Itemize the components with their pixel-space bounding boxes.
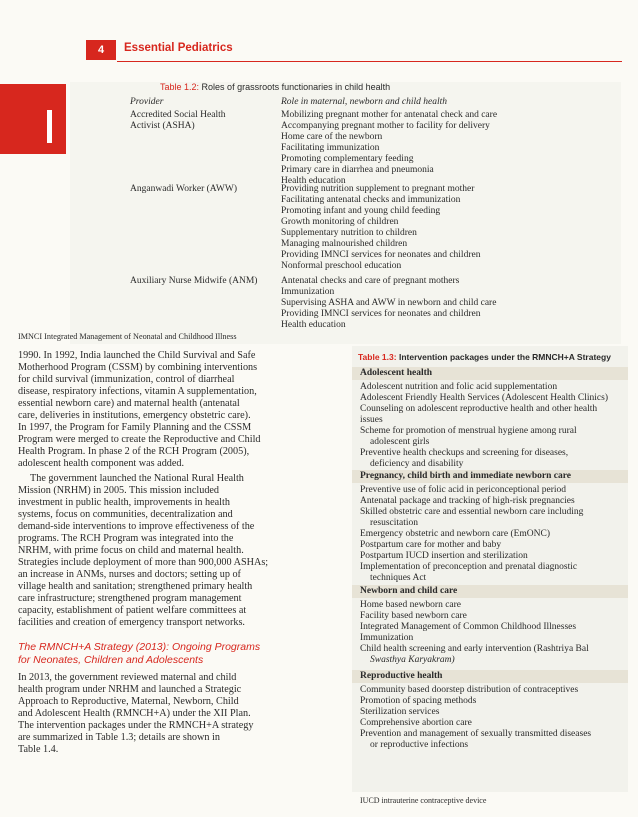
- intervention-item: Preventive health checkups and screening for diseases,: [360, 448, 569, 458]
- intervention-item: techniques Act: [370, 573, 427, 583]
- section-newborn-child-care: Newborn and child care: [352, 585, 628, 598]
- text-line: Mission (NRHM) in 2005. This mission included: [18, 485, 220, 496]
- text-line: Table 1.4.: [18, 744, 59, 755]
- table-1-3-number: Table 1.3:: [358, 352, 397, 362]
- text-line: NRHM, with prime focus on child and maternal health.: [18, 545, 244, 556]
- col-header-role: Role in maternal, newborn and child health: [281, 97, 447, 107]
- heading-line: The RMNCH+A Strategy (2013): Ongoing Programs: [18, 641, 261, 653]
- role-item: Antenatal checks and care of pregnant mothers: [281, 276, 460, 286]
- page-number: 4: [86, 40, 116, 60]
- text-line: facilities and creation of emergency transport networks.: [18, 617, 245, 628]
- provider-line: Auxiliary Nurse Midwife (ANM): [130, 276, 258, 286]
- intervention-item: Scheme for promotion of menstrual hygiene among rural: [360, 426, 577, 436]
- text-line: essential newborn care) and maternal health (antenatal: [18, 398, 240, 409]
- section-adolescent-health: Adolescent health: [352, 367, 628, 380]
- text-line: The government launched the National Rural Health: [30, 473, 244, 484]
- intervention-item: Antenatal package and tracking of high-risk pregnancies: [360, 496, 575, 506]
- text-line: In 2013, the government reviewed maternal and child: [18, 672, 237, 683]
- text-line: 1990. In 1992, India launched the Child Survival and Safe: [18, 350, 256, 361]
- role-item: Growth monitoring of children: [281, 217, 399, 227]
- text-line: and Adolescent Health (RMNCH+A) under the XII Plan.: [18, 708, 251, 719]
- text-line: capacity, establishment of patient welfare committees at: [18, 605, 247, 616]
- intervention-item: deficiency and disability: [370, 459, 464, 469]
- intervention-item: Adolescent Friendly Health Services (Adolescent Health Clinics): [360, 393, 608, 403]
- text-line: an increase in ANMs, nurses and doctors; setting up of: [18, 569, 241, 580]
- table-1-2-title: Roles of grassroots functionaries in child health: [201, 82, 391, 92]
- intervention-item: Skilled obstetric care and essential newborn care including: [360, 507, 584, 517]
- text-line: disease, respiratory infections, vitamin A supplementation,: [18, 386, 257, 397]
- text-line: Motherhood Program (CSSM) by combining interventions: [18, 362, 258, 373]
- text-line: health program under NRHM and launched a Strategic: [18, 684, 242, 695]
- text-line: Program were merged to create the Reproductive and Child: [18, 434, 261, 445]
- intervention-item: Counseling on adolescent reproductive health and other health: [360, 404, 598, 414]
- header-rule: [117, 61, 622, 62]
- text-line: village health and sanitation; strengthened primary health: [18, 581, 253, 592]
- role-item: Home care of the newborn: [281, 132, 383, 142]
- intervention-item: Postpartum care for mother and baby: [360, 540, 502, 550]
- body-paragraph-3: [18, 672, 330, 756]
- intervention-item: Implementation of preconception and prenatal diagnostic: [360, 562, 578, 572]
- heading-line: for Neonates, Children and Adolescents: [18, 654, 204, 666]
- text-line: care, deliveries in institutions, emergency obstetric care).: [18, 410, 251, 421]
- role-item: Nonformal preschool education: [281, 261, 402, 271]
- col-header-provider: Provider: [130, 97, 164, 107]
- roles-asha: [281, 110, 497, 187]
- intervention-item: Facility based newborn care: [360, 611, 467, 621]
- text-line: In 1997, the Program for Family Planning and the CSSM: [18, 422, 252, 433]
- roles-anm: [281, 276, 496, 331]
- section-heading: [18, 641, 330, 667]
- roles-aww: [281, 184, 480, 272]
- intervention-item: or reproductive infections: [370, 740, 469, 750]
- role-item: Health education: [281, 320, 346, 330]
- table-1-2-caption: [160, 82, 390, 92]
- role-item: Facilitating antenatal checks and immunization: [281, 195, 461, 205]
- chapter-tab: [0, 84, 66, 154]
- text-line: investment in public health, improvements in health: [18, 497, 230, 508]
- role-item: Promoting infant and young child feeding: [281, 206, 441, 216]
- body-paragraph-1: [18, 350, 330, 470]
- role-item: Accompanying pregnant mother to facility for delivery: [281, 121, 490, 131]
- text-line: demand-side interventions to improve effectiveness of the: [18, 521, 255, 532]
- intervention-item: adolescent girls: [370, 437, 430, 447]
- intervention-item: Prevention and management of sexually transmitted diseases: [360, 729, 592, 739]
- role-item: Providing nutrition supplement to pregnant mother: [281, 184, 475, 194]
- intervention-item: Preventive use of folic acid in periconceptional period: [360, 485, 567, 495]
- intervention-item: Comprehensive abortion care: [360, 718, 472, 728]
- intervention-item: Promotion of spacing methods: [360, 696, 477, 706]
- text-line: programs. The RCH Program was integrated into the: [18, 533, 234, 544]
- role-item: Providing IMNCI services for neonates and children: [281, 250, 481, 260]
- intervention-item: Adolescent nutrition and folic acid supplementation: [360, 382, 558, 392]
- text-line: Health Program. In phase 2 of the RCH Program (2005),: [18, 446, 250, 457]
- intervention-item: resuscitation: [370, 518, 419, 528]
- role-item: Supervising ASHA and AWW in newborn and child care: [281, 298, 497, 308]
- running-title: Essential Pediatrics: [124, 42, 233, 54]
- text-line: are summarized in Table 1.3; details are shown in: [18, 732, 220, 743]
- role-item: Mobilizing pregnant mother for antenatal check and care: [281, 110, 498, 120]
- intervention-list: [360, 485, 622, 584]
- running-header: [0, 40, 638, 62]
- provider-line: Anganwadi Worker (AWW): [130, 184, 237, 194]
- provider-line: Accredited Social Health: [130, 110, 226, 120]
- text-line: for child survival (immunization, control of diarrheal: [18, 374, 235, 385]
- role-item: Primary care in diarrhea and pneumonia: [281, 165, 434, 175]
- table-1-2-number: Table 1.2:: [160, 82, 200, 92]
- intervention-list: [360, 600, 622, 666]
- text-line: systems, focus on communities, decentralization and: [18, 509, 233, 520]
- table-1-2-footnote: IMNCI Integrated Management of Neonatal and Childhood Illness: [18, 332, 237, 341]
- body-paragraph-2: [18, 473, 330, 629]
- role-item: Providing IMNCI services for neonates and children: [281, 309, 481, 319]
- table-1-3-caption: [358, 352, 611, 362]
- role-item: Supplementary nutrition to children: [281, 228, 417, 238]
- role-item: Facilitating immunization: [281, 143, 380, 153]
- text-line: adolescent health component was added.: [18, 458, 185, 469]
- intervention-item: Emergency obstetric and newborn care (EmONC): [360, 529, 551, 539]
- text-line: Approach to Reproductive, Maternal, Newborn, Child: [18, 696, 239, 707]
- role-item: Promoting complementary feeding: [281, 154, 414, 164]
- intervention-item: Child health screening and early intervention (Rashtriya Bal: [360, 644, 589, 654]
- intervention-item: Home based newborn care: [360, 600, 462, 610]
- text-line: care infrastructure; strengthened program management: [18, 593, 242, 604]
- intervention-item: Sterilization services: [360, 707, 440, 717]
- role-item: Managing malnourished children: [281, 239, 408, 249]
- section-reproductive-health: Reproductive health: [352, 670, 628, 683]
- provider-aww: [130, 184, 237, 195]
- role-item: Immunization: [281, 287, 335, 297]
- intervention-item: issues: [360, 415, 383, 425]
- provider-anm: [130, 276, 257, 287]
- text-line: Strategies include deployment of more than 900,000 ASHAs;: [18, 557, 269, 568]
- intervention-item: Postpartum IUCD insertion and sterilization: [360, 551, 528, 561]
- intervention-list: [360, 685, 622, 751]
- provider-line: Activist (ASHA): [130, 121, 195, 131]
- intervention-item: Community based doorstep distribution of contraceptives: [360, 685, 579, 695]
- provider-asha: [130, 110, 226, 132]
- table-1-3-title: Intervention packages under the RMNCH+A Strategy: [398, 352, 611, 362]
- section-pregnancy-newborn: Pregnancy, child birth and immediate newborn care: [352, 470, 628, 483]
- intervention-item: Integrated Management of Common Childhood Illnesses: [360, 622, 577, 632]
- intervention-item: Swasthya Karyakram): [370, 655, 455, 665]
- table-1-3-footnote: IUCD intrauterine contraceptive device: [360, 796, 487, 805]
- intervention-item: Immunization: [360, 633, 414, 643]
- role-item: Health education: [281, 176, 346, 186]
- intervention-list: [360, 382, 622, 470]
- chapter-one-mark: [47, 110, 52, 143]
- text-line: The intervention packages under the RMNCH+A strategy: [18, 720, 254, 731]
